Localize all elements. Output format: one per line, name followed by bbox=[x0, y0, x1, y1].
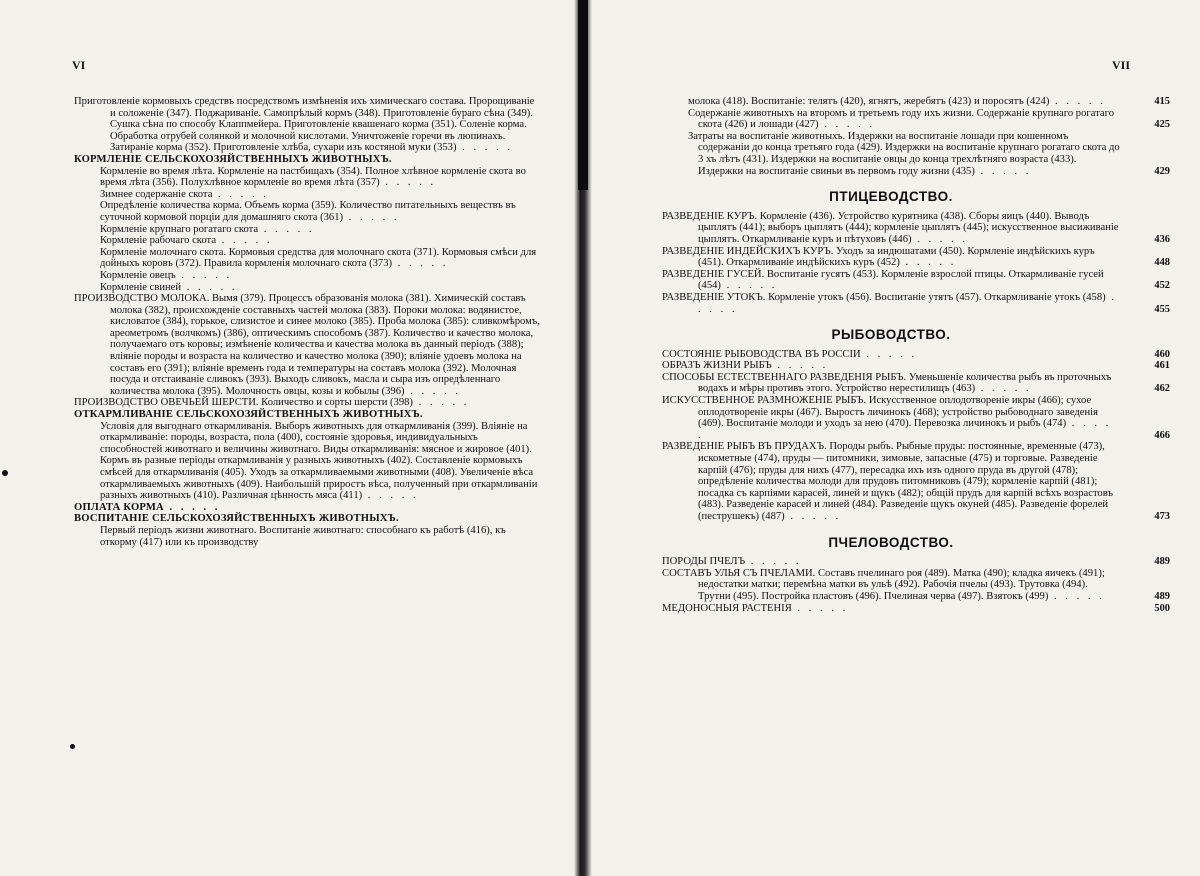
toc-entry-text: Опредѣленіе количества корма. Объемъ корма (359). Количество питательныхъ веществъ въ суточной кормовой порціи для домашняго скота (361) bbox=[100, 200, 516, 223]
toc-entry bbox=[662, 130, 1170, 177]
toc-entry bbox=[662, 556, 1170, 568]
toc-entry bbox=[74, 513, 542, 525]
toc-entry-text: ПРОИЗВОДСТВО МОЛОКА. Вымя (379). Процессъ образованія молока (381). Химическій составъ молока (382), происхожденіе составныхъ частей молока (383). Пороки молока: водянистое, кисловатое (384), горькое, слизистое и синее молоко (385). Проба молока (385): сливкомѣромъ, ареометромъ (волчкомъ) (386), оптическимъ способомъ (387). Количество и качество молока, получаемаго отъ коровы; измѣненіе количества и качества молока въ данный періодъ (388); вліяніе породы и возраста на количество и качество молока (390); вліяніе удоевъ молока на составъ его (391); вліяніе временъ года и температуры на составъ молока (392). Молочная посуда и отстаиваніе сливокъ (393). Выходъ сливокъ, масла и сыра изъ опредѣленнаго количества молока (395). Молочность овцы, козы и кобылы (396) bbox=[74, 293, 540, 397]
toc-page-number: 489 bbox=[1154, 556, 1170, 568]
toc-entry-text: Кормленіе свиней bbox=[100, 281, 182, 293]
toc-entry-text: Первый періодъ жизни животнаго. Воспитаніе животнаго: способнаго къ работѣ (416), къ откорму (417) или къ производству bbox=[100, 524, 506, 548]
toc-entry-text: Кормленіе крупнаго рогатаго скота bbox=[100, 223, 259, 235]
toc-entry bbox=[74, 270, 542, 282]
toc-entry bbox=[74, 166, 542, 189]
toc-entry bbox=[662, 348, 1170, 361]
toc-entry bbox=[74, 189, 542, 201]
toc-entry bbox=[74, 154, 542, 166]
toc-entry bbox=[74, 96, 542, 154]
leader-dots: . . . . . bbox=[975, 383, 1032, 395]
leader-dots: . . . . . bbox=[771, 360, 829, 372]
toc-entry bbox=[662, 441, 1170, 522]
toc-entry bbox=[74, 235, 542, 247]
toc-entry-text: РАЗВЕДЕНІЕ КУРЪ. Кормленіе (436). Устройство курятника (438). Сборы яицъ (440). Выводъ цыплятъ (441); выборъ цыплятъ (444); кормленіе цыплятъ (445); искусственное высиживаніе цыплятъ. Откармливаніе куръ и пѣтуховъ (446) bbox=[662, 210, 1119, 245]
toc-entry-text: МЕДОНОСНЫЯ РАСТЕНІЯ bbox=[662, 602, 792, 614]
toc-entry bbox=[74, 200, 542, 223]
toc-entry bbox=[662, 567, 1170, 603]
leader-dots: . . . . . bbox=[818, 119, 876, 131]
toc-entry-text: Кормленіе во время лѣта. Кормленіе на пастбищахъ (354). Полное хлѣвное кормленіе скота во время лѣта (356). Полухлѣвное кормленіе во время лѣта (357) bbox=[100, 165, 526, 189]
leader-dots: . . . . . bbox=[216, 235, 273, 247]
leader-dots: . . . . . bbox=[362, 490, 419, 502]
toc-entry bbox=[74, 293, 542, 397]
leader-dots: . . . . . bbox=[175, 269, 233, 281]
leader-dots: . . . . . bbox=[720, 280, 778, 292]
toc-entry-text: Кормленіе рабочаго скота bbox=[100, 235, 217, 247]
toc-entry-text: РАЗВЕДЕНІЕ ГУСЕЙ. Воспитаніе гусятъ (453). Кормленіе взрослой птицы. Откармливаніе гусей (454) bbox=[662, 268, 1104, 292]
leader-dots: . . . . . bbox=[379, 177, 437, 189]
gutter-shadow bbox=[578, 0, 588, 190]
leader-dots: . . . . . bbox=[1049, 96, 1106, 107]
toc-page-number: 436 bbox=[1154, 233, 1170, 245]
toc-entry bbox=[74, 409, 542, 421]
toc-page-number: 448 bbox=[1154, 257, 1170, 269]
toc-entry-text: ИСКУССТВЕННОЕ РАЗМНОЖЕНІЕ РЫБЪ. Искусственное оплодотвореніе икры (466); сухое оплодотвореніе икры (467). Выростъ личинокъ (468); устройство рыбоводнаго заведенія (469). Воспитаніе молоди и уходъ за нею (470). Перевозка личинокъ и рыбъ (474) bbox=[662, 395, 1098, 430]
toc-entry-text: СОСТОЯНІЕ РЫБОВОДСТВА ВЪ РОССІИ bbox=[662, 348, 861, 360]
toc-page-number: 452 bbox=[1154, 280, 1170, 292]
leader-dots: . . . . . bbox=[212, 188, 269, 200]
toc-page-number: 460 bbox=[1154, 348, 1170, 360]
leader-dots: . . . . . bbox=[392, 258, 449, 270]
leader-dots: . . . . . bbox=[163, 501, 221, 513]
leader-dots: . . . . . bbox=[412, 397, 470, 409]
left-toc-column bbox=[74, 96, 542, 548]
bullet-mark bbox=[70, 744, 75, 749]
toc-page-number: 455 bbox=[1154, 303, 1170, 315]
toc-entry-text: Приготовленіе кормовыхъ средствъ посредствомъ измѣненія ихъ химическаго состава. Пророщиваніе и соложеніе (347). Поджариваніе. Самопрѣлый кормъ (348). Приготовленіе бураго сѣна (349). Сушка сѣна по способу Клаппмейера. Приготовленіе квашенаго корма (351). Соленіе корма. Обработка отрубей солянкой и молочной кислотами. Уничтоженіе горечи въ люпинахъ. Затираніе корма (352). Приготовленіе хлѣба, сухари изъ костяной муки (353) bbox=[74, 96, 535, 154]
toc-entry bbox=[74, 224, 542, 236]
toc-page-number: 473 bbox=[1154, 511, 1170, 522]
toc-entry bbox=[74, 247, 542, 270]
section-title: ПЧЕЛОВОДСТВО. bbox=[828, 534, 954, 550]
toc-entry-text: Условія для выгоднаго откармливанія. Выборъ животныхъ для откармливанія (399). Вліяніе на откармливаніе: породы, возраста, пола (400), состояніе здоровья, индивидуальныхъ способностей животнаго и величины животнаго. Виды откармливанія: мясное и жировое (401). Кормъ въ разные періоды откармливанія у разныхъ животныхъ (402). Составленіе кормовыхъ смѣсей для откармливанія (405). Уходъ за откармливаемыми животными (408). Увеличеніе вѣса откармливаемыхъ животныхъ (409). Наибольшій приростъ вѣса, полученный при откармливаніи разныхъ животныхъ (410). Различная цѣнность мяса (411) bbox=[100, 420, 538, 502]
toc-page-number: 415 bbox=[1154, 96, 1170, 107]
toc-entry bbox=[662, 268, 1170, 292]
leader-dots: . . . . . bbox=[698, 291, 1117, 315]
toc-entry-text: Содержаніе животныхъ на второмъ и третьемъ году ихъ жизни. Содержаніе крупнаго рогатаго скота (426) и лошади (427) bbox=[688, 107, 1114, 131]
leader-dots: . . . . . bbox=[860, 348, 918, 360]
toc-entry bbox=[662, 395, 1170, 441]
right-toc-column bbox=[662, 96, 1170, 614]
leader-dots: . . . . . bbox=[404, 385, 462, 397]
left-page bbox=[0, 0, 578, 876]
toc-entry bbox=[662, 96, 1170, 108]
toc-entry-text: ОБРАЗЪ ЖИЗНИ РЫБЪ bbox=[662, 360, 772, 372]
section-title: РЫБОВОДСТВО. bbox=[831, 327, 951, 343]
toc-entry bbox=[662, 210, 1170, 246]
toc-entry-text: Зимнее содержаніе скота bbox=[100, 188, 213, 200]
toc-entry-text: СПОСОБЫ ЕСТЕСТВЕННАГО РАЗВЕДЕНІЯ РЫБЪ. Уменьшеніе количества рыбъ въ проточныхъ водахъ и мѣры противъ этого. Устройство нерестилищъ (463) bbox=[662, 371, 1112, 395]
toc-entry bbox=[662, 245, 1170, 269]
toc-entry-text: РАЗВЕДЕНІЕ ИНДЕЙСКИХЪ КУРЪ. Уходъ за индюшатами (450). Кормленіе индѣйскихъ куръ (451). Откармливаніе индѣйскихъ куръ (452) bbox=[662, 245, 1095, 269]
leader-dots: . . . . . bbox=[698, 418, 1112, 441]
toc-entry-text: молока (418). Воспитаніе: телятъ (420), ягнятъ, жеребятъ (423) и поросятъ (424) bbox=[688, 96, 1050, 107]
toc-page-number: 425 bbox=[1154, 119, 1170, 131]
toc-entry bbox=[74, 502, 542, 514]
toc-entry-text: Кормленіе молочнаго скота. Кормовыя средства для молочнаго скота (371). Кормовыя смѣси для дойныхъ коровъ (372). Правила кормленія молочнаго скота (373) bbox=[100, 246, 537, 270]
toc-entry-text: СОСТАВЪ УЛЬЯ СЪ ПЧЕЛАМИ. Составъ пчелинаго роя (489). Матка (490); кладка яичекъ (491); недостатки матки; перемѣна матки въ ульѣ (492). Рабочія пчелы (493). Трутовка (494). Трутни (495). Постройка пластовъ (496). Пчелиная черва (497). Взятокъ (499) bbox=[662, 567, 1105, 602]
leader-dots: . . . . . bbox=[745, 556, 802, 568]
leader-dots: . . . . . bbox=[181, 281, 238, 293]
toc-entry bbox=[662, 602, 1170, 615]
toc-page-number: 500 bbox=[1154, 602, 1170, 614]
section-title: ПТИЦЕВОДСТВО. bbox=[829, 189, 953, 205]
leader-dots: . . . . . bbox=[258, 223, 315, 235]
toc-entry-text: ПРОИЗВОДСТВО ОВЕЧЬЕЙ ШЕРСТИ. Количество и сорты шерсти (398) bbox=[74, 397, 413, 409]
toc-entry bbox=[74, 421, 542, 502]
toc-page-number: 466 bbox=[1154, 429, 1170, 441]
leader-dots: . . . . . bbox=[784, 511, 842, 522]
toc-entry bbox=[662, 371, 1170, 395]
left-page-number: VI bbox=[72, 58, 86, 72]
toc-entry bbox=[74, 525, 542, 548]
toc-entry bbox=[74, 397, 542, 409]
leader-dots: . . . . . bbox=[456, 142, 513, 154]
leader-dots: . . . . . bbox=[974, 165, 1032, 177]
toc-page-number: 489 bbox=[1154, 590, 1170, 602]
toc-entry-text: Кормленіе овецъ bbox=[100, 269, 176, 281]
toc-page-number: 429 bbox=[1154, 165, 1170, 177]
toc-entry-text: КОРМЛЕНІЕ СЕЛЬСКОХОЗЯЙСТВЕННЫХЪ ЖИВОТНЫХЪ. bbox=[74, 153, 392, 165]
toc-entry bbox=[74, 282, 542, 294]
toc-entry bbox=[662, 291, 1170, 315]
right-page bbox=[592, 0, 1200, 876]
leader-dots: . . . . . bbox=[1048, 590, 1105, 602]
toc-entry-text: ВОСПИТАНІЕ СЕЛЬСКОХОЗЯЙСТВЕННЫХЪ ЖИВОТНЫХЪ. bbox=[74, 513, 399, 525]
toc-entry-text: РАЗВЕДЕНІЕ РЫБЪ ВЪ ПРУДАХЪ. Породы рыбъ. Рыбные пруды: постоянные, временные (473), искометные (474), пруды — питомники, зимовые, запасные (475) и торговые. Разведеніе карпій (476); пруды для нихъ (477), пересадка ихъ изъ одного пруда въ другой (478); опредѣленіе количества молоди для прудовъ питомниковъ (479); кормленіе карпій (481); посадка съ карпіями карасей, линей и щукъ (482); общій прудъ для карпій всѣхъ возрастовъ (483). Разведеніе карасей и линей (484). Разведеніе щукъ окуней (485). Разведеніе форелей (пеструшекъ) (487) bbox=[662, 441, 1113, 522]
toc-entry-text: ОПЛАТА КОРМА bbox=[74, 501, 164, 513]
leader-dots: . . . . . bbox=[911, 233, 969, 245]
leader-dots: . . . . . bbox=[343, 211, 400, 223]
toc-entry-text: РАЗВЕДЕНІЕ УТОКЪ. Кормленіе утокъ (456). Воспитаніе утятъ (457). Откармливаніе утокъ (458) bbox=[662, 291, 1106, 303]
toc-entry-text: ОТКАРМЛИВАНІЕ СЕЛЬСКОХОЗЯЙСТВЕННЫХЪ ЖИВОТНЫХЪ. bbox=[74, 409, 423, 421]
toc-entry bbox=[662, 360, 1170, 372]
ink-blot-left bbox=[2, 470, 8, 476]
toc-entry-text: ПОРОДЫ ПЧЕЛЪ bbox=[662, 556, 746, 568]
right-page-number: VII bbox=[1112, 58, 1131, 72]
toc-entry bbox=[662, 107, 1170, 131]
leader-dots: . . . . . bbox=[899, 257, 957, 269]
toc-page-number: 462 bbox=[1154, 383, 1170, 395]
toc-page-number: 461 bbox=[1154, 360, 1170, 372]
leader-dots: . . . . . bbox=[791, 602, 849, 614]
toc-entry-text: Затраты на воспитаніе животныхъ. Издержки на воспитаніе лошади при кошенномъ содержаніи до конца третьяго года (429). Издержки на воспитаніе крупнаго рогатаго скота до 3 хъ лѣтъ (431). Издержки на воспитаніе овцы до конца трехлѣтняго возраста (433). Издержки на воспитаніе свиньи въ первомъ году жизни (435) bbox=[688, 130, 1120, 177]
